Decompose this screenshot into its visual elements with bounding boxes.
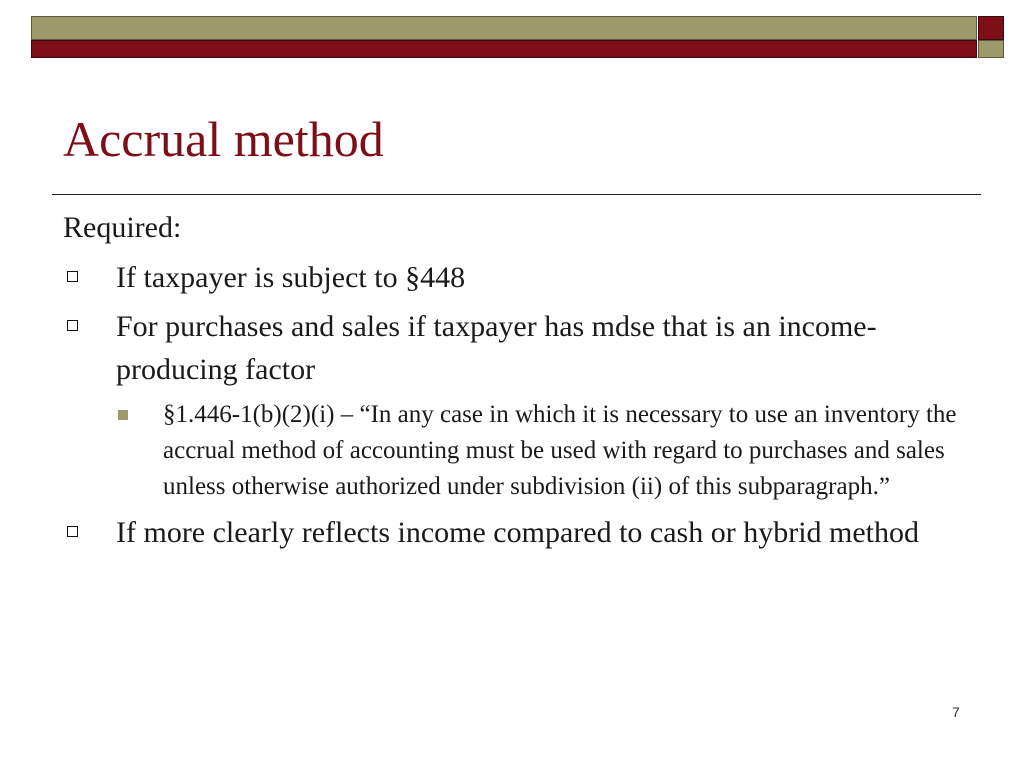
- header-band-olive: [31, 16, 977, 40]
- slide-body: [63, 210, 963, 560]
- slide-title: Accrual method: [63, 111, 384, 167]
- bullet-item: [63, 305, 963, 391]
- header-band-red: [31, 40, 977, 58]
- bullet-text: If taxpayer is subject to §448: [116, 261, 466, 294]
- header-square-olive: [978, 40, 1004, 58]
- bullet-item: [63, 511, 963, 554]
- page-number: 7: [952, 704, 960, 720]
- intro-label: Required:: [63, 211, 182, 244]
- sub-bullet-item: [63, 397, 963, 505]
- hollow-square-icon: [67, 271, 78, 282]
- header-square-red: [978, 16, 1004, 40]
- filled-square-icon: [118, 410, 128, 420]
- title-divider: [52, 194, 981, 195]
- sub-bullet-text: §1.446-1(b)(2)(i) – “In any case in which it is necessary to use an inventory the accrual method of accounting must be used with regard to purchases and sales unless otherwise authorized under subdivision (ii) of this subparagraph.”: [163, 401, 957, 500]
- bullet-text: If more clearly reflects income compared to cash or hybrid method: [116, 516, 920, 549]
- bullet-text: For purchases and sales if taxpayer has mdse that is an income-producing factor: [116, 310, 877, 386]
- hollow-square-icon: [67, 526, 78, 537]
- bullet-item: [63, 256, 963, 299]
- hollow-square-icon: [67, 320, 78, 331]
